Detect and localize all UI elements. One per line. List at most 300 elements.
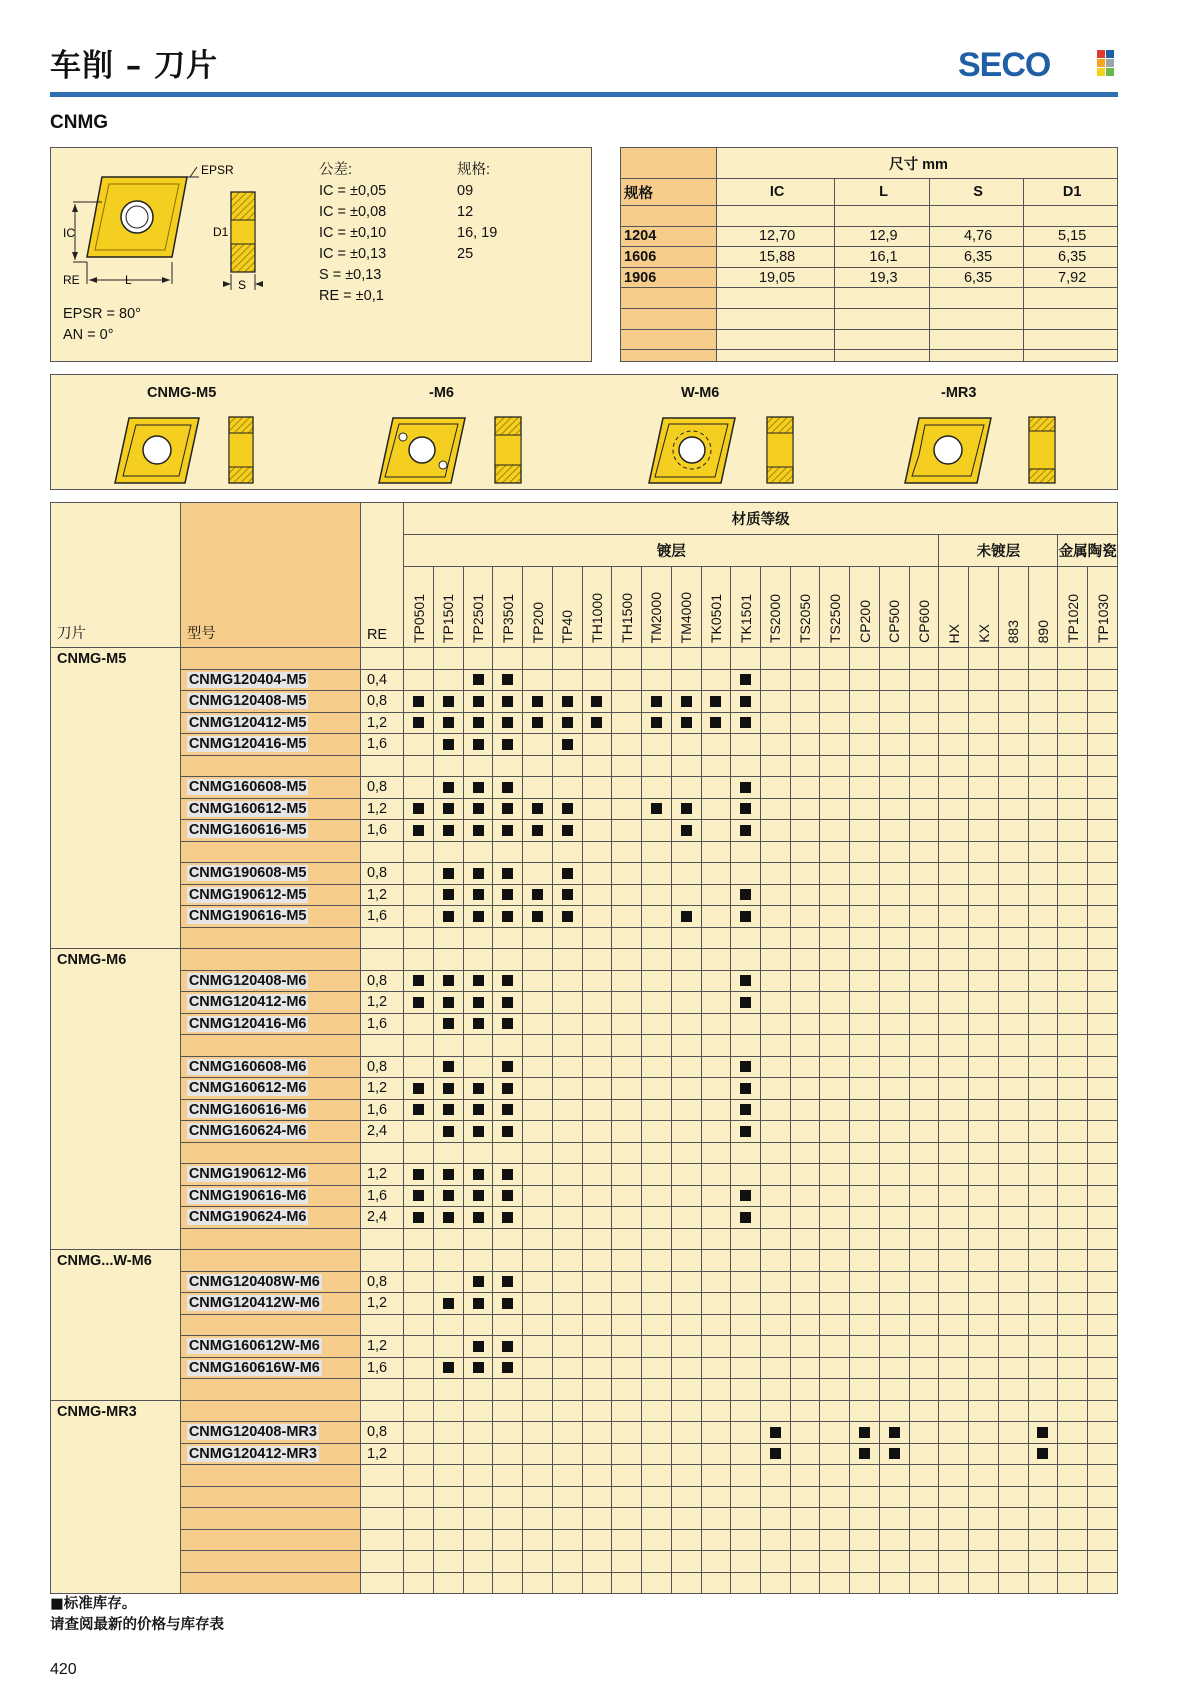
grade-cell bbox=[731, 1400, 761, 1422]
grade-cell bbox=[404, 1271, 434, 1293]
grade-cell bbox=[909, 798, 939, 820]
grade-cell bbox=[493, 691, 523, 713]
grade-cell bbox=[969, 1056, 999, 1078]
grade-cell bbox=[790, 1121, 820, 1143]
shape-mr3 bbox=[905, 417, 1055, 483]
grade-cell bbox=[820, 949, 850, 971]
type-code bbox=[180, 712, 360, 734]
dim-header-row bbox=[621, 148, 1117, 179]
table-row bbox=[51, 1357, 1118, 1379]
grade-cell bbox=[642, 1443, 672, 1465]
seco-logo bbox=[958, 44, 1118, 84]
type-code bbox=[180, 648, 360, 670]
dim-group-header: 尺寸 mm bbox=[717, 148, 1118, 179]
grade-cell bbox=[463, 906, 493, 928]
grade-cell bbox=[701, 841, 731, 863]
grade-cell bbox=[523, 1486, 553, 1508]
grade-cell bbox=[552, 691, 582, 713]
grade-cell bbox=[1058, 841, 1088, 863]
grade-cell bbox=[790, 820, 820, 842]
grade-name: TP1501 bbox=[440, 593, 457, 643]
grade-cell bbox=[552, 1099, 582, 1121]
grade-cell bbox=[404, 1529, 434, 1551]
grade-cell bbox=[1088, 1035, 1118, 1057]
dimensions-table bbox=[621, 148, 1117, 362]
grade-cell bbox=[552, 863, 582, 885]
re-value: 1,2 bbox=[360, 798, 403, 820]
shape-m6 bbox=[379, 417, 521, 483]
grade-cell bbox=[493, 906, 523, 928]
grade-cell bbox=[671, 777, 701, 799]
grade-cell bbox=[879, 1336, 909, 1358]
grade-cell bbox=[433, 1529, 463, 1551]
grade-cell bbox=[850, 1207, 880, 1229]
stock-mark-icon bbox=[740, 975, 751, 986]
grade-cell bbox=[1088, 1508, 1118, 1530]
grade-cell bbox=[433, 1121, 463, 1143]
grade-cell bbox=[790, 992, 820, 1014]
grade-cell bbox=[582, 1293, 612, 1315]
type-code-text: CNMG120408-MR3 bbox=[188, 1424, 317, 1441]
grade-cell bbox=[998, 1013, 1028, 1035]
grade-cell bbox=[1028, 1400, 1058, 1422]
grade-cell bbox=[879, 1443, 909, 1465]
grade-cell bbox=[1028, 648, 1058, 670]
grade-cell bbox=[850, 1056, 880, 1078]
stock-mark-icon bbox=[443, 997, 454, 1008]
stock-mark-icon bbox=[473, 1104, 484, 1115]
grade-cell bbox=[820, 884, 850, 906]
grade-cell bbox=[731, 648, 761, 670]
grade-cell bbox=[879, 927, 909, 949]
grade-cell bbox=[582, 1443, 612, 1465]
grade-cell bbox=[1028, 949, 1058, 971]
type-code bbox=[180, 1013, 360, 1035]
grade-cell bbox=[701, 712, 731, 734]
grade-cell bbox=[850, 1099, 880, 1121]
stock-mark-icon bbox=[502, 739, 513, 750]
grade-cell bbox=[642, 755, 672, 777]
grade-cell bbox=[642, 669, 672, 691]
grade-cell bbox=[582, 712, 612, 734]
grade-cell bbox=[969, 798, 999, 820]
grade-cell bbox=[909, 1142, 939, 1164]
re-value bbox=[360, 1035, 403, 1057]
table-row bbox=[51, 1078, 1118, 1100]
grade-cell bbox=[642, 1250, 672, 1272]
grade-cell bbox=[909, 712, 939, 734]
grade-cell bbox=[939, 1207, 969, 1229]
grade-cell bbox=[671, 1443, 701, 1465]
grade-cell bbox=[939, 949, 969, 971]
grade-cell bbox=[820, 1293, 850, 1315]
grade-cell bbox=[790, 1078, 820, 1100]
grade-cell bbox=[582, 863, 612, 885]
table-row bbox=[51, 1035, 1118, 1057]
grade-cell bbox=[582, 1099, 612, 1121]
grade-cell bbox=[582, 884, 612, 906]
type-code bbox=[180, 1314, 360, 1336]
grade-cell bbox=[1058, 1486, 1088, 1508]
grade-cell bbox=[404, 1228, 434, 1250]
grade-cell bbox=[998, 1271, 1028, 1293]
grade-cell bbox=[790, 1422, 820, 1444]
grade-cell bbox=[701, 1056, 731, 1078]
grade-cell bbox=[433, 691, 463, 713]
grade-cell bbox=[404, 1508, 434, 1530]
stock-mark-icon bbox=[502, 696, 513, 707]
grade-cell bbox=[552, 734, 582, 756]
grade-cell bbox=[404, 1551, 434, 1573]
type-code bbox=[180, 927, 360, 949]
grade-cell bbox=[493, 1443, 523, 1465]
grade-cell bbox=[493, 648, 523, 670]
stock-mark-icon bbox=[502, 782, 513, 793]
grade-cell bbox=[909, 1357, 939, 1379]
dim-value bbox=[835, 288, 930, 309]
grade-cell bbox=[879, 777, 909, 799]
grade-cell bbox=[909, 1013, 939, 1035]
grade-cell bbox=[1028, 841, 1058, 863]
grade-cell bbox=[552, 648, 582, 670]
grade-cell bbox=[701, 798, 731, 820]
size-item: 25 bbox=[457, 246, 474, 262]
grade-cell bbox=[612, 906, 642, 928]
grade-cell bbox=[939, 1314, 969, 1336]
grade-cell bbox=[879, 712, 909, 734]
grade-cell bbox=[790, 906, 820, 928]
grade-cell bbox=[761, 1271, 791, 1293]
type-code bbox=[180, 1379, 360, 1401]
tolerance-item: RE = ±0,1 bbox=[319, 288, 384, 304]
stock-mark-icon bbox=[473, 1298, 484, 1309]
dim-spacer-row bbox=[621, 206, 1117, 227]
grade-cell bbox=[1028, 1336, 1058, 1358]
dim-cell bbox=[621, 206, 717, 227]
grade-cell bbox=[612, 1164, 642, 1186]
grade-cell bbox=[820, 669, 850, 691]
dim-value: 6,35 bbox=[929, 267, 1024, 288]
table-row bbox=[51, 1121, 1118, 1143]
grade-cell bbox=[850, 1121, 880, 1143]
grade-cell bbox=[404, 1185, 434, 1207]
type-code-text: CNMG160608-M6 bbox=[188, 1058, 307, 1075]
table-row bbox=[51, 1572, 1118, 1594]
type-code bbox=[180, 1121, 360, 1143]
stock-mark-icon bbox=[502, 911, 513, 922]
grade-cell bbox=[790, 1207, 820, 1229]
table-row bbox=[51, 1185, 1118, 1207]
grade-cell bbox=[701, 1207, 731, 1229]
stock-mark-icon bbox=[443, 1169, 454, 1180]
grade-cell bbox=[463, 1078, 493, 1100]
grade-cell bbox=[790, 1185, 820, 1207]
grade-name: CP200 bbox=[856, 600, 873, 643]
grade-cell bbox=[701, 884, 731, 906]
grade-cell bbox=[1058, 863, 1088, 885]
grade-cell bbox=[909, 1572, 939, 1594]
insert-diagram-panel bbox=[50, 147, 592, 362]
grade-cell bbox=[463, 755, 493, 777]
stock-mark-icon bbox=[443, 1212, 454, 1223]
grade-name: TP200 bbox=[529, 601, 546, 643]
grade-cell bbox=[642, 1572, 672, 1594]
grade-cell bbox=[761, 1379, 791, 1401]
grade-cell bbox=[731, 1314, 761, 1336]
grade-cell bbox=[820, 1271, 850, 1293]
grade-cell bbox=[1088, 1078, 1118, 1100]
grade-name: TH1500 bbox=[618, 593, 635, 643]
grade-cell bbox=[879, 1035, 909, 1057]
grade-cell bbox=[909, 949, 939, 971]
grade-cell bbox=[523, 1400, 553, 1422]
size-item: 09 bbox=[457, 183, 474, 199]
stock-mark-icon bbox=[859, 1448, 870, 1459]
grade-column-header bbox=[820, 567, 850, 648]
grade-cell bbox=[612, 734, 642, 756]
grade-cell bbox=[582, 798, 612, 820]
grade-cell bbox=[404, 1443, 434, 1465]
grade-cell bbox=[790, 1164, 820, 1186]
type-code-text: CNMG120412W-M6 bbox=[188, 1295, 320, 1312]
grade-cell bbox=[552, 906, 582, 928]
stock-mark-icon bbox=[443, 1018, 454, 1029]
grade-cell bbox=[552, 1422, 582, 1444]
grade-cell bbox=[761, 1185, 791, 1207]
insert-header: 刀片 bbox=[51, 503, 181, 648]
grade-cell bbox=[612, 992, 642, 1014]
grade-cell bbox=[463, 992, 493, 1014]
grade-cell bbox=[820, 1379, 850, 1401]
grade-cell bbox=[642, 841, 672, 863]
logo-text: SECO bbox=[958, 46, 1051, 84]
type-code bbox=[180, 863, 360, 885]
grade-cell bbox=[404, 1013, 434, 1035]
grade-cell bbox=[1058, 1013, 1088, 1035]
grade-cell bbox=[731, 1164, 761, 1186]
grade-cell bbox=[552, 1443, 582, 1465]
grade-cell bbox=[969, 1379, 999, 1401]
grade-cell bbox=[493, 1250, 523, 1272]
stock-mark-icon bbox=[681, 825, 692, 836]
type-code-text: CNMG120416-M6 bbox=[188, 1015, 307, 1032]
grade-cell bbox=[463, 1121, 493, 1143]
grade-cell bbox=[493, 1400, 523, 1422]
grade-cell bbox=[1028, 1293, 1058, 1315]
re-value bbox=[360, 1486, 403, 1508]
grade-cell bbox=[582, 1336, 612, 1358]
dim-value: 19,05 bbox=[717, 267, 835, 288]
grade-cell bbox=[404, 669, 434, 691]
grade-cell bbox=[582, 734, 612, 756]
grade-cell bbox=[998, 1508, 1028, 1530]
grade-cell bbox=[523, 1508, 553, 1530]
dim-value bbox=[929, 329, 1024, 350]
grade-cell bbox=[463, 1443, 493, 1465]
grade-cell bbox=[671, 1465, 701, 1487]
stock-mark-icon bbox=[740, 803, 751, 814]
tolerance-item: IC = ±0,08 bbox=[319, 204, 387, 220]
re-value: 1,6 bbox=[360, 1013, 403, 1035]
grade-cell bbox=[493, 1314, 523, 1336]
type-code bbox=[180, 1422, 360, 1444]
grade-cell bbox=[939, 1336, 969, 1358]
grade-cell bbox=[1088, 777, 1118, 799]
dim-row bbox=[621, 329, 1117, 350]
grade-cell bbox=[1088, 1121, 1118, 1143]
type-code bbox=[180, 1228, 360, 1250]
grade-cell bbox=[820, 1551, 850, 1573]
grade-cell bbox=[1028, 906, 1058, 928]
stock-mark-icon bbox=[740, 825, 751, 836]
grade-cell bbox=[404, 1400, 434, 1422]
grade-cell bbox=[761, 949, 791, 971]
stock-mark-icon bbox=[740, 1212, 751, 1223]
grade-cell bbox=[998, 734, 1028, 756]
grade-cell bbox=[552, 798, 582, 820]
grade-cell bbox=[433, 1443, 463, 1465]
grade-column-header bbox=[552, 567, 582, 648]
grade-cell bbox=[761, 1465, 791, 1487]
grade-cell bbox=[463, 1314, 493, 1336]
grade-cell bbox=[969, 1443, 999, 1465]
grade-cell bbox=[939, 1164, 969, 1186]
grade-name: TP40 bbox=[559, 609, 576, 643]
grade-cell bbox=[939, 712, 969, 734]
grade-cell bbox=[493, 1164, 523, 1186]
grade-cell bbox=[909, 1422, 939, 1444]
grade-cell bbox=[790, 1486, 820, 1508]
grade-cell bbox=[582, 1379, 612, 1401]
grade-cell bbox=[879, 884, 909, 906]
dim-value bbox=[1024, 350, 1117, 362]
grade-cell bbox=[909, 1379, 939, 1401]
grade-cell bbox=[612, 1207, 642, 1229]
grade-cell bbox=[582, 1035, 612, 1057]
grade-cell bbox=[969, 1336, 999, 1358]
table-row bbox=[51, 1314, 1118, 1336]
grade-cell bbox=[523, 712, 553, 734]
grade-cell bbox=[820, 1572, 850, 1594]
grade-cell bbox=[612, 1508, 642, 1530]
type-code bbox=[180, 1400, 360, 1422]
type-code bbox=[180, 1078, 360, 1100]
dim-size: 1606 bbox=[621, 247, 717, 268]
grade-cell bbox=[463, 1142, 493, 1164]
grade-cell bbox=[523, 1013, 553, 1035]
grade-name: TS2000 bbox=[767, 593, 784, 643]
grade-cell bbox=[1028, 992, 1058, 1014]
re-value: 0,8 bbox=[360, 970, 403, 992]
grade-cell bbox=[582, 691, 612, 713]
stock-mark-icon bbox=[502, 1362, 513, 1373]
grade-cell bbox=[404, 691, 434, 713]
grade-cell bbox=[642, 1314, 672, 1336]
grade-cell bbox=[642, 1185, 672, 1207]
grade-cell bbox=[523, 1379, 553, 1401]
grade-cell bbox=[582, 1529, 612, 1551]
dim-value: 5,15 bbox=[1024, 226, 1117, 247]
type-code bbox=[180, 1099, 360, 1121]
dim-value bbox=[1024, 288, 1117, 309]
grade-cell bbox=[731, 1486, 761, 1508]
grade-cell bbox=[552, 1357, 582, 1379]
type-code bbox=[180, 669, 360, 691]
stock-mark-icon bbox=[532, 803, 543, 814]
grade-cell bbox=[552, 841, 582, 863]
grade-column-header bbox=[493, 567, 523, 648]
grade-cell bbox=[1058, 1293, 1088, 1315]
dim-column-header: IC bbox=[717, 179, 835, 206]
dim-value bbox=[1024, 329, 1117, 350]
grade-cell bbox=[463, 1551, 493, 1573]
type-code bbox=[180, 691, 360, 713]
grade-cell bbox=[731, 1185, 761, 1207]
grade-cell bbox=[909, 1529, 939, 1551]
grade-cell bbox=[969, 1121, 999, 1143]
grade-cell bbox=[493, 1099, 523, 1121]
grade-cell bbox=[850, 669, 880, 691]
stock-mark-icon bbox=[502, 1104, 513, 1115]
grade-cell bbox=[1088, 755, 1118, 777]
grade-cell bbox=[671, 1551, 701, 1573]
grade-cell bbox=[642, 1422, 672, 1444]
grade-cell bbox=[701, 1486, 731, 1508]
grade-cell bbox=[761, 884, 791, 906]
grade-name: TP0501 bbox=[410, 593, 427, 643]
grade-cell bbox=[1058, 1035, 1088, 1057]
re-value bbox=[360, 1572, 403, 1594]
grade-cell bbox=[761, 777, 791, 799]
grade-cell bbox=[879, 755, 909, 777]
grade-cell bbox=[523, 648, 553, 670]
stock-mark-icon bbox=[740, 1061, 751, 1072]
stock-mark-icon bbox=[740, 782, 751, 793]
type-code bbox=[180, 798, 360, 820]
grade-cell bbox=[642, 1164, 672, 1186]
tolerance-item: IC = ±0,13 bbox=[319, 246, 387, 262]
grade-cell bbox=[761, 1142, 791, 1164]
table-row bbox=[51, 669, 1118, 691]
grade-cell bbox=[820, 1142, 850, 1164]
grade-cell bbox=[1088, 970, 1118, 992]
grade-cell bbox=[701, 1293, 731, 1315]
grade-cell bbox=[731, 1336, 761, 1358]
dim-size bbox=[621, 329, 717, 350]
grade-cell bbox=[850, 906, 880, 928]
table-row bbox=[51, 1164, 1118, 1186]
grade-cell bbox=[582, 1400, 612, 1422]
grade-cell bbox=[463, 1379, 493, 1401]
grade-cell bbox=[1028, 863, 1058, 885]
re-value bbox=[360, 927, 403, 949]
grade-cell bbox=[701, 992, 731, 1014]
shape-label: W-M6 bbox=[681, 385, 720, 401]
grade-cell bbox=[404, 1465, 434, 1487]
table-row bbox=[51, 841, 1118, 863]
type-code-text: CNMG120412-M6 bbox=[188, 994, 307, 1011]
size-item: 16, 19 bbox=[457, 225, 498, 241]
grade-cell bbox=[820, 712, 850, 734]
stock-mark-icon bbox=[502, 997, 513, 1008]
grade-cell bbox=[404, 1035, 434, 1057]
grade-cell bbox=[939, 820, 969, 842]
grade-cell bbox=[969, 1400, 999, 1422]
grade-cell bbox=[701, 1078, 731, 1100]
grade-cell bbox=[552, 1508, 582, 1530]
grade-cell bbox=[701, 949, 731, 971]
type-code bbox=[180, 970, 360, 992]
